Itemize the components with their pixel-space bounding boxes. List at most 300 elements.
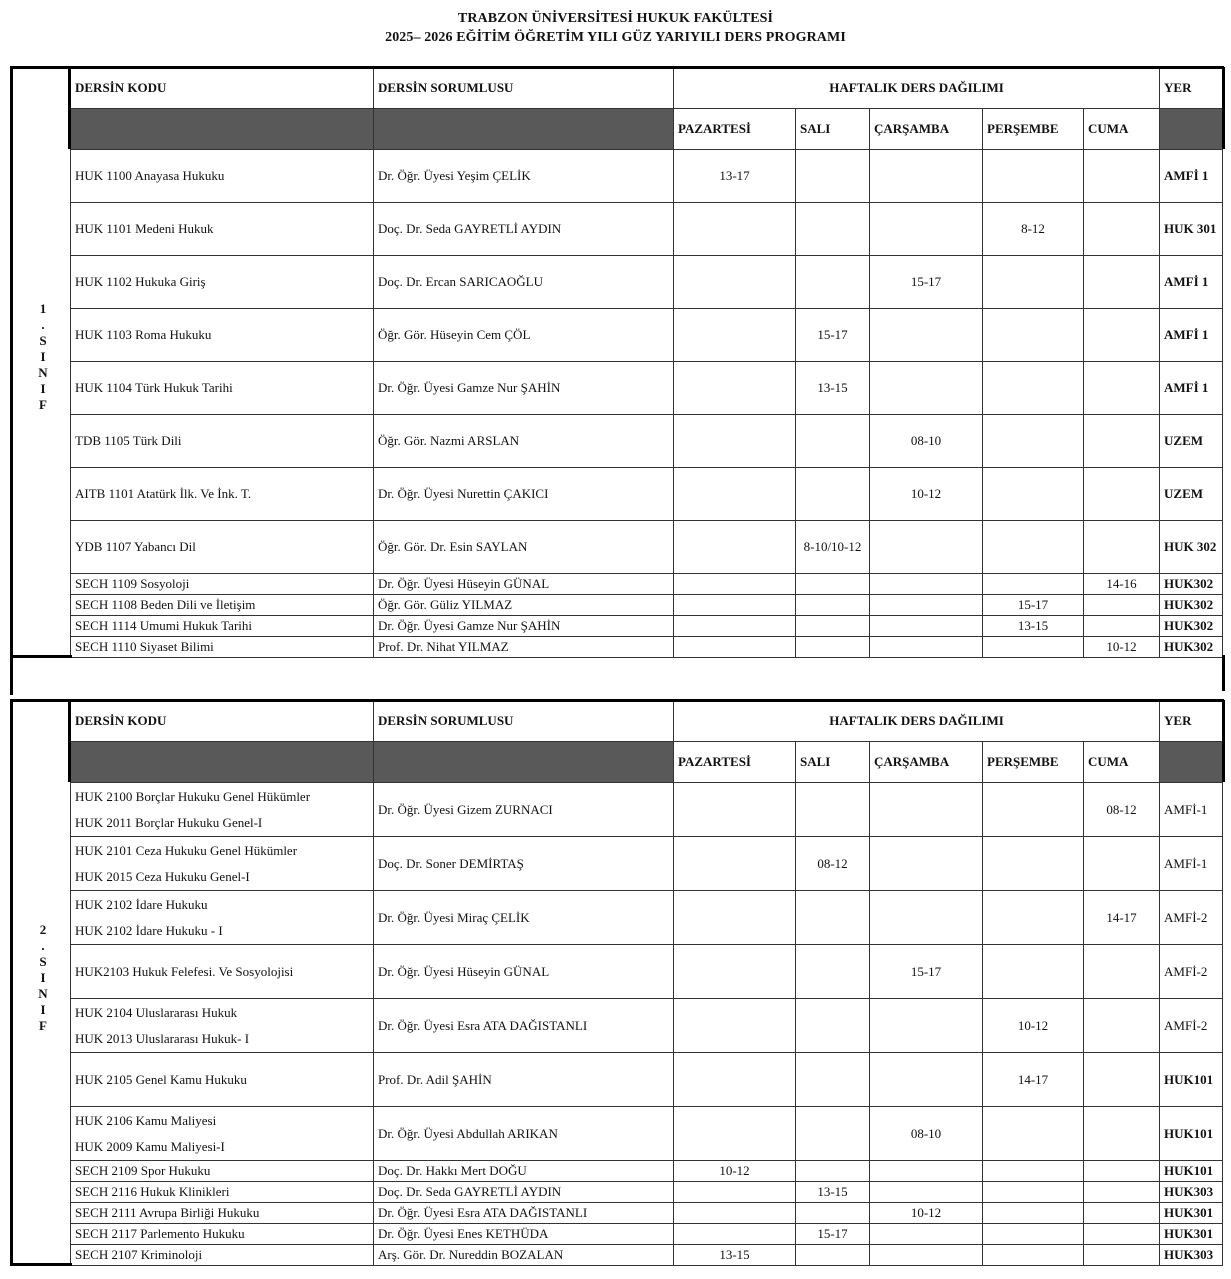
- time-slot-pazartesi̇: [674, 309, 796, 362]
- time-slot-çarşamba: [870, 1182, 983, 1203]
- day-header-sali: SALI: [796, 109, 870, 150]
- time-slot-çarşamba: [870, 1224, 983, 1245]
- time-slot-pazartesi̇: [674, 415, 796, 468]
- course-code: [71, 999, 374, 1053]
- course-code: [71, 1107, 374, 1161]
- course-place: AMFİ-1: [1160, 783, 1223, 837]
- time-slot-perşembe: [983, 1182, 1084, 1203]
- course-row[interactable]: [71, 1107, 1223, 1161]
- course-instructor: Dr. Öğr. Üyesi Esra ATA DAĞISTANLI: [374, 999, 674, 1053]
- course-code: [71, 1182, 374, 1203]
- time-slot-çarşamba: [870, 521, 983, 574]
- course-code-line: SECH 2109 Spor Hukuku: [75, 1163, 211, 1178]
- course-row[interactable]: [71, 1182, 1223, 1203]
- course-row[interactable]: [71, 637, 1223, 658]
- time-slot-sali: [796, 256, 870, 309]
- year-label-char: S: [39, 333, 47, 348]
- course-place: HUK303: [1160, 1182, 1223, 1203]
- time-slot-çarşamba: 15-17: [870, 256, 983, 309]
- time-slot-pazartesi̇: [674, 1224, 796, 1245]
- course-instructor: Dr. Öğr. Üyesi Nurettin ÇAKICI: [374, 468, 674, 521]
- time-slot-sali: [796, 1161, 870, 1182]
- time-slot-cuma: [1084, 1224, 1160, 1245]
- course-code-line: HUK 1101 Medeni Hukuk: [75, 221, 214, 236]
- time-slot-cuma: [1084, 309, 1160, 362]
- day-header-cuma: CUMA: [1084, 109, 1160, 150]
- time-slot-çarşamba: [870, 783, 983, 837]
- header-instructor: DERSİN SORUMLUSU: [374, 68, 674, 109]
- time-slot-pazartesi̇: [674, 783, 796, 837]
- schedule-table: [70, 700, 1223, 1266]
- time-slot-perşembe: [983, 574, 1084, 595]
- day-header-row: [71, 742, 1223, 783]
- time-slot-sali: 08-12: [796, 837, 870, 891]
- course-code: [71, 309, 374, 362]
- time-slot-pazartesi̇: 10-12: [674, 1161, 796, 1182]
- time-slot-cuma: [1084, 595, 1160, 616]
- year-label: [13, 301, 73, 413]
- time-slot-cuma: [1084, 1161, 1160, 1182]
- header-row: [71, 68, 1223, 109]
- time-slot-cuma: [1084, 999, 1160, 1053]
- time-slot-sali: [796, 999, 870, 1053]
- time-slot-sali: [796, 1053, 870, 1107]
- course-instructor: Doç. Dr. Seda GAYRETLİ AYDIN: [374, 1182, 674, 1203]
- course-code: [71, 256, 374, 309]
- course-code-line: SECH 1110 Siyaset Bilimi: [75, 639, 214, 654]
- course-code: [71, 415, 374, 468]
- schedule-table: [70, 67, 1223, 658]
- time-slot-pazartesi̇: [674, 362, 796, 415]
- course-code: [71, 362, 374, 415]
- course-code: [71, 595, 374, 616]
- course-code-line: HUK 2106 Kamu Maliyesi: [75, 1112, 217, 1128]
- time-slot-çarşamba: [870, 616, 983, 637]
- time-slot-pazartesi̇: [674, 521, 796, 574]
- course-code: [71, 891, 374, 945]
- course-instructor: Dr. Öğr. Üyesi Miraç ÇELİK: [374, 891, 674, 945]
- course-place: HUK302: [1160, 616, 1223, 637]
- time-slot-perşembe: [983, 415, 1084, 468]
- day-header-row: [71, 109, 1223, 150]
- course-code-line: YDB 1107 Yabancı Dil: [75, 539, 196, 554]
- header-weekly: HAFTALIK DERS DAĞILIMI: [674, 701, 1160, 742]
- time-slot-perşembe: [983, 150, 1084, 203]
- time-slot-sali: [796, 1203, 870, 1224]
- course-place: HUK 301: [1160, 203, 1223, 256]
- course-row[interactable]: [71, 521, 1223, 574]
- day-header-pazartesi̇: PAZARTESİ: [674, 742, 796, 783]
- course-instructor: Dr. Öğr. Üyesi Abdullah ARIKAN: [374, 1107, 674, 1161]
- course-code-line: TDB 1105 Türk Dili: [75, 433, 182, 448]
- course-code-line: HUK2103 Hukuk Felefesi. Ve Sosyolojisi: [75, 963, 294, 979]
- course-row[interactable]: [71, 1245, 1223, 1266]
- course-code: [71, 1203, 374, 1224]
- course-code: [71, 1161, 374, 1182]
- time-slot-cuma: [1084, 945, 1160, 999]
- time-slot-sali: [796, 945, 870, 999]
- time-slot-perşembe: 10-12: [983, 999, 1084, 1053]
- time-slot-sali: [796, 637, 870, 658]
- course-instructor: Doç. Dr. Seda GAYRETLİ AYDIN: [374, 203, 674, 256]
- course-code: [71, 574, 374, 595]
- time-slot-sali: [796, 595, 870, 616]
- course-instructor: Dr. Öğr. Üyesi Yeşim ÇELİK: [374, 150, 674, 203]
- course-place: HUK302: [1160, 595, 1223, 616]
- year-label-char: .: [41, 937, 45, 953]
- time-slot-çarşamba: [870, 891, 983, 945]
- header-border-left: [68, 700, 71, 782]
- outer-border-top: [10, 66, 1224, 69]
- course-code: [71, 468, 374, 521]
- time-slot-pazartesi̇: [674, 1203, 796, 1224]
- course-row[interactable]: [71, 783, 1223, 837]
- course-code: [71, 783, 374, 837]
- time-slot-çarşamba: [870, 203, 983, 256]
- time-slot-pazartesi̇: [674, 637, 796, 658]
- time-slot-çarşamba: [870, 150, 983, 203]
- course-code-line: HUK 2009 Kamu Maliyesi-I: [75, 1138, 225, 1154]
- time-slot-pazartesi̇: [674, 595, 796, 616]
- course-row[interactable]: [71, 891, 1223, 945]
- course-code-line: HUK 1104 Türk Hukuk Tarihi: [75, 380, 233, 395]
- time-slot-perşembe: [983, 837, 1084, 891]
- time-slot-cuma: 10-12: [1084, 637, 1160, 658]
- year-label-char: I: [40, 349, 46, 364]
- course-code-line: HUK 2105 Genel Kamu Hukuku: [75, 1071, 247, 1087]
- time-slot-sali: [796, 616, 870, 637]
- course-row[interactable]: [71, 574, 1223, 595]
- course-code-line: HUK 1102 Hukuka Giriş: [75, 274, 206, 289]
- course-code-line: SECH 2111 Avrupa Birliği Hukuku: [75, 1205, 260, 1220]
- course-row[interactable]: [71, 1224, 1223, 1245]
- course-code: [71, 521, 374, 574]
- course-row[interactable]: [71, 1161, 1223, 1182]
- course-row[interactable]: [71, 1053, 1223, 1107]
- time-slot-cuma: [1084, 1182, 1160, 1203]
- course-code-line: SECH 1109 Sosyoloji: [75, 576, 190, 591]
- course-place: HUK303: [1160, 1245, 1223, 1266]
- course-instructor: Prof. Dr. Nihat YILMAZ: [374, 637, 674, 658]
- time-slot-sali: [796, 891, 870, 945]
- course-place: UZEM: [1160, 415, 1223, 468]
- course-code: [71, 150, 374, 203]
- course-code-line: HUK 2101 Ceza Hukuku Genel Hükümler: [75, 842, 298, 858]
- course-instructor: Prof. Dr. Adil ŞAHİN: [374, 1053, 674, 1107]
- course-row[interactable]: [71, 415, 1223, 468]
- time-slot-pazartesi̇: [674, 1182, 796, 1203]
- time-slot-pazartesi̇: [674, 468, 796, 521]
- course-code: [71, 203, 374, 256]
- year-label-char: I: [40, 381, 46, 396]
- time-slot-sali: [796, 203, 870, 256]
- course-code-line: SECH 2117 Parlemento Hukuku: [75, 1226, 245, 1241]
- outer-border-left: [10, 700, 13, 1266]
- header-code: DERSİN KODU: [71, 701, 374, 742]
- course-place: AMFİ 1: [1160, 362, 1223, 415]
- course-place: HUK101: [1160, 1107, 1223, 1161]
- course-row[interactable]: [71, 150, 1223, 203]
- time-slot-cuma: [1084, 837, 1160, 891]
- time-slot-pazartesi̇: [674, 891, 796, 945]
- time-slot-çarşamba: 10-12: [870, 468, 983, 521]
- time-slot-çarşamba: 10-12: [870, 1203, 983, 1224]
- time-slot-sali: 13-15: [796, 362, 870, 415]
- time-slot-perşembe: [983, 891, 1084, 945]
- spacer-border-right: [1222, 655, 1225, 691]
- time-slot-perşembe: [983, 309, 1084, 362]
- time-slot-sali: [796, 574, 870, 595]
- year-label-char: 1: [39, 301, 47, 316]
- course-code: [71, 945, 374, 999]
- time-slot-sali: [796, 415, 870, 468]
- time-slot-pazartesi̇: 13-15: [674, 1245, 796, 1266]
- course-instructor: Öğr. Gör. Güliz YILMAZ: [374, 595, 674, 616]
- course-row[interactable]: [71, 203, 1223, 256]
- time-slot-pazartesi̇: [674, 574, 796, 595]
- day-header-çarşamba: ÇARŞAMBA: [870, 109, 983, 150]
- time-slot-çarşamba: [870, 309, 983, 362]
- time-slot-perşembe: [983, 468, 1084, 521]
- day-header-perşembe: PERŞEMBE: [983, 109, 1084, 150]
- time-slot-cuma: [1084, 521, 1160, 574]
- header-fill: [1160, 109, 1223, 150]
- year-bottom-border: [10, 655, 72, 658]
- time-slot-cuma: [1084, 616, 1160, 637]
- time-slot-pazartesi̇: [674, 256, 796, 309]
- course-instructor: Doç. Dr. Hakkı Mert DOĞU: [374, 1161, 674, 1182]
- document-subtitle: 2025– 2026 EĞİTİM ÖĞRETİM YILI GÜZ YARIYILI DERS PROGRAMI: [385, 30, 846, 45]
- course-instructor: Dr. Öğr. Üyesi Enes KETHÜDA: [374, 1224, 674, 1245]
- course-code-line: SECH 2116 Hukuk Klinikleri: [75, 1184, 230, 1199]
- course-code-line: SECH 2107 Kriminoloji: [75, 1247, 203, 1262]
- course-code-line: AITB 1101 Atatürk İlk. Ve İnk. T.: [75, 486, 252, 501]
- course-place: AMFİ 1: [1160, 150, 1223, 203]
- header-border-left: [68, 67, 71, 149]
- time-slot-çarşamba: [870, 362, 983, 415]
- course-instructor: Öğr. Gör. Dr. Esin SAYLAN: [374, 521, 674, 574]
- year-label-char: N: [38, 985, 48, 1001]
- time-slot-cuma: [1084, 1053, 1160, 1107]
- course-place: HUK101: [1160, 1053, 1223, 1107]
- header-place: YER: [1160, 68, 1223, 109]
- course-code-line: HUK 2100 Borçlar Hukuku Genel Hükümler: [75, 788, 311, 804]
- time-slot-cuma: [1084, 1107, 1160, 1161]
- header-instructor: DERSİN SORUMLUSU: [374, 701, 674, 742]
- course-code-line: HUK 1100 Anayasa Hukuku: [75, 168, 225, 183]
- course-place: HUK101: [1160, 1161, 1223, 1182]
- time-slot-cuma: 08-12: [1084, 783, 1160, 837]
- time-slot-cuma: [1084, 1245, 1160, 1266]
- course-place: HUK302: [1160, 574, 1223, 595]
- time-slot-çarşamba: 08-10: [870, 415, 983, 468]
- outer-border-left: [10, 67, 13, 695]
- time-slot-sali: [796, 1245, 870, 1266]
- year-label-char: .: [41, 317, 45, 332]
- course-place: HUK302: [1160, 637, 1223, 658]
- time-slot-perşembe: [983, 1107, 1084, 1161]
- course-code: [71, 837, 374, 891]
- time-slot-sali: [796, 783, 870, 837]
- course-code-line: HUK 2013 Uluslararası Hukuk- I: [75, 1030, 250, 1046]
- course-place: HUK 302: [1160, 521, 1223, 574]
- day-header-çarşamba: ÇARŞAMBA: [870, 742, 983, 783]
- time-slot-cuma: [1084, 415, 1160, 468]
- course-instructor: Arş. Gör. Dr. Nureddin BOZALAN: [374, 1245, 674, 1266]
- course-code: [71, 1053, 374, 1107]
- outer-border-top: [10, 699, 1224, 702]
- time-slot-cuma: [1084, 203, 1160, 256]
- time-slot-sali: 15-17: [796, 1224, 870, 1245]
- course-instructor: Öğr. Gör. Hüseyin Cem ÇÖL: [374, 309, 674, 362]
- course-row[interactable]: [71, 616, 1223, 637]
- course-code-line: HUK 2015 Ceza Hukuku Genel-I: [75, 868, 250, 884]
- course-code-line: HUK 2102 İdare Hukuku: [75, 896, 208, 912]
- course-code-line: SECH 1114 Umumi Hukuk Tarihi: [75, 618, 252, 633]
- course-place: AMFİ 1: [1160, 309, 1223, 362]
- year-label-char: F: [39, 397, 47, 412]
- year-label-char: F: [39, 1017, 47, 1033]
- time-slot-çarşamba: [870, 574, 983, 595]
- time-slot-çarşamba: [870, 1245, 983, 1266]
- time-slot-çarşamba: [870, 637, 983, 658]
- course-instructor: Öğr. Gör. Nazmi ARSLAN: [374, 415, 674, 468]
- header-place: YER: [1160, 701, 1223, 742]
- course-row[interactable]: [71, 999, 1223, 1053]
- course-place: AMFİ-2: [1160, 891, 1223, 945]
- year-label-char: 2: [39, 921, 47, 937]
- header-fill: [374, 742, 674, 783]
- year-label-char: I: [40, 969, 46, 985]
- course-code-line: SECH 1108 Beden Dili ve İletişim: [75, 597, 256, 612]
- time-slot-perşembe: 14-17: [983, 1053, 1084, 1107]
- time-slot-perşembe: [983, 521, 1084, 574]
- header-fill: [1160, 742, 1223, 783]
- course-place: AMFİ-1: [1160, 837, 1223, 891]
- day-header-pazartesi̇: PAZARTESİ: [674, 109, 796, 150]
- time-slot-sali: 15-17: [796, 309, 870, 362]
- time-slot-cuma: [1084, 468, 1160, 521]
- course-instructor: Dr. Öğr. Üyesi Hüseyin GÜNAL: [374, 574, 674, 595]
- time-slot-pazartesi̇: [674, 837, 796, 891]
- course-place: HUK301: [1160, 1203, 1223, 1224]
- time-slot-çarşamba: [870, 837, 983, 891]
- time-slot-perşembe: 8-12: [983, 203, 1084, 256]
- time-slot-pazartesi̇: [674, 203, 796, 256]
- time-slot-perşembe: [983, 1245, 1084, 1266]
- year-label: [13, 922, 73, 1034]
- document-title: TRABZON ÜNİVERSİTESİ HUKUK FAKÜLTESİ: [457, 11, 774, 26]
- course-instructor: Dr. Öğr. Üyesi Gamze Nur ŞAHİN: [374, 616, 674, 637]
- time-slot-pazartesi̇: [674, 1107, 796, 1161]
- header-fill: [71, 742, 374, 783]
- header-fill: [374, 109, 674, 150]
- time-slot-sali: [796, 150, 870, 203]
- outer-border-bottom: [10, 1263, 72, 1266]
- course-instructor: Doç. Dr. Soner DEMİRTAŞ: [374, 837, 674, 891]
- day-header-perşembe: PERŞEMBE: [983, 742, 1084, 783]
- course-code: [71, 1224, 374, 1245]
- time-slot-pazartesi̇: [674, 1053, 796, 1107]
- year-label-char: N: [38, 365, 48, 380]
- time-slot-cuma: [1084, 150, 1160, 203]
- course-row[interactable]: [71, 309, 1223, 362]
- time-slot-perşembe: [983, 1203, 1084, 1224]
- time-slot-pazartesi̇: [674, 616, 796, 637]
- course-instructor: Dr. Öğr. Üyesi Gamze Nur ŞAHİN: [374, 362, 674, 415]
- time-slot-perşembe: 15-17: [983, 595, 1084, 616]
- time-slot-perşembe: [983, 783, 1084, 837]
- header-border-right: [1222, 67, 1225, 149]
- time-slot-çarşamba: [870, 999, 983, 1053]
- day-header-sali: SALI: [796, 742, 870, 783]
- course-row[interactable]: [71, 256, 1223, 309]
- time-slot-pazartesi̇: [674, 999, 796, 1053]
- course-row[interactable]: [71, 595, 1223, 616]
- header-code: DERSİN KODU: [71, 68, 374, 109]
- course-code-line: HUK 2011 Borçlar Hukuku Genel-I: [75, 814, 263, 830]
- course-row[interactable]: [71, 1203, 1223, 1224]
- day-header-cuma: CUMA: [1084, 742, 1160, 783]
- time-slot-perşembe: [983, 1161, 1084, 1182]
- time-slot-cuma: 14-16: [1084, 574, 1160, 595]
- course-code: [71, 616, 374, 637]
- time-slot-cuma: [1084, 362, 1160, 415]
- course-place: UZEM: [1160, 468, 1223, 521]
- course-instructor: Doç. Dr. Ercan SARICAOĞLU: [374, 256, 674, 309]
- time-slot-cuma: 14-17: [1084, 891, 1160, 945]
- time-slot-perşembe: [983, 256, 1084, 309]
- time-slot-çarşamba: 08-10: [870, 1107, 983, 1161]
- course-instructor: Dr. Öğr. Üyesi Esra ATA DAĞISTANLI: [374, 1203, 674, 1224]
- course-row[interactable]: [71, 837, 1223, 891]
- time-slot-perşembe: [983, 1224, 1084, 1245]
- course-code-line: HUK 1103 Roma Hukuku: [75, 327, 212, 342]
- time-slot-çarşamba: [870, 1161, 983, 1182]
- course-code-line: HUK 2102 İdare Hukuku - I: [75, 922, 223, 938]
- time-slot-çarşamba: 15-17: [870, 945, 983, 999]
- course-instructor: Dr. Öğr. Üyesi Gizem ZURNACI: [374, 783, 674, 837]
- year-label-char: I: [40, 1001, 46, 1017]
- course-row[interactable]: [71, 468, 1223, 521]
- course-place: HUK301: [1160, 1224, 1223, 1245]
- time-slot-sali: [796, 1107, 870, 1161]
- header-fill: [71, 109, 374, 150]
- time-slot-perşembe: [983, 945, 1084, 999]
- time-slot-perşembe: [983, 637, 1084, 658]
- course-code: [71, 637, 374, 658]
- year-label-char: S: [39, 953, 47, 969]
- time-slot-cuma: [1084, 1203, 1160, 1224]
- header-weekly: HAFTALIK DERS DAĞILIMI: [674, 68, 1160, 109]
- header-row: [71, 701, 1223, 742]
- header-border-right: [1222, 700, 1225, 782]
- course-place: AMFİ-2: [1160, 945, 1223, 999]
- course-row[interactable]: [71, 362, 1223, 415]
- course-row[interactable]: [71, 945, 1223, 999]
- course-place: AMFİ 1: [1160, 256, 1223, 309]
- time-slot-perşembe: 13-15: [983, 616, 1084, 637]
- time-slot-çarşamba: [870, 1053, 983, 1107]
- time-slot-sali: 13-15: [796, 1182, 870, 1203]
- time-slot-sali: 8-10/10-12: [796, 521, 870, 574]
- course-code-line: HUK 2104 Uluslararası Hukuk: [75, 1004, 238, 1020]
- course-instructor: Dr. Öğr. Üyesi Hüseyin GÜNAL: [374, 945, 674, 999]
- course-code: [71, 1245, 374, 1266]
- time-slot-pazartesi̇: 13-17: [674, 150, 796, 203]
- time-slot-pazartesi̇: [674, 945, 796, 999]
- time-slot-cuma: [1084, 256, 1160, 309]
